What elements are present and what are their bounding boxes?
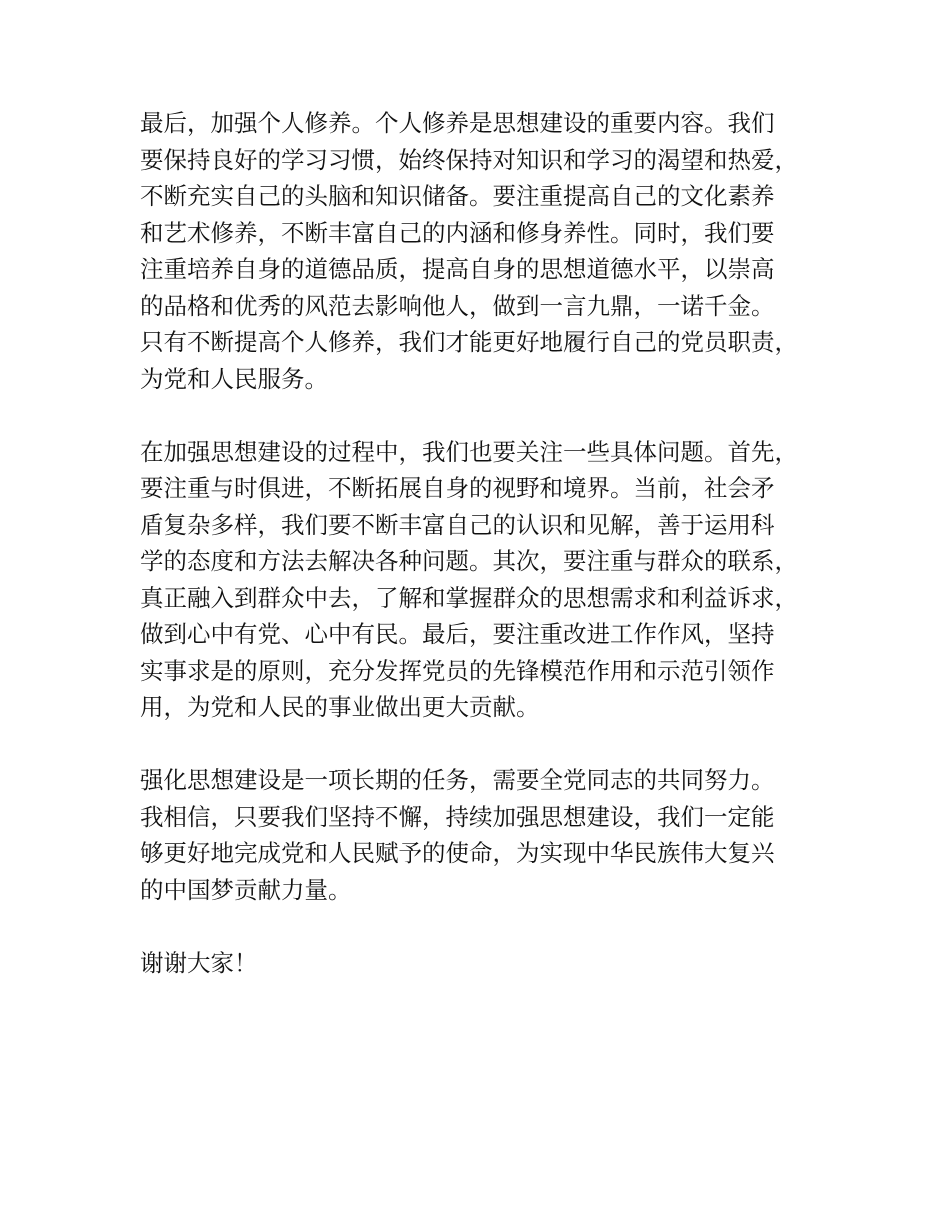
text-line: 的中国梦贡献力量。 [140, 875, 352, 904]
document-page [140, 105, 830, 1018]
paragraph-closing [140, 945, 830, 982]
text-line: 强化思想建设是一项长期的任务，需要全党同志的共同努力。 [140, 766, 775, 794]
text-line: 够更好地完成党和人民赋予的使命，为实现中华民族伟大复兴 [140, 839, 775, 867]
text-line: 注重培养自身的道德品质，提高自身的思想道德水平，以崇高 [140, 255, 775, 283]
text-line: 为党和人民服务。 [140, 364, 328, 393]
text-line: 最后，加强个人修养。个人修养是思想建设的重要内容。我们 [140, 109, 775, 137]
text-line: 用，为党和人民的事业做出更大贡献。 [140, 693, 540, 721]
text-line: 要注重与时俱进，不断拓展自身的视野和境界。当前，社会矛 [140, 474, 775, 502]
text-line: 我相信，只要我们坚持不懈，持续加强思想建设，我们一定能 [140, 802, 775, 831]
text-line: 和艺术修养，不断丰富自己的内涵和修身养性。同时，我们要 [140, 218, 775, 247]
text-line: 盾复杂多样，我们要不断丰富自己的认识和见解，善于运用科 [140, 510, 775, 539]
text-line: 学的态度和方法去解决各种问题。其次，要注重与群众的联系， [140, 547, 798, 575]
text-line: 要保持良好的学习习惯，始终保持对知识和学习的渴望和热爱， [140, 145, 798, 174]
paragraph-specific-issues [140, 434, 830, 726]
text-line: 做到心中有党、心中有民。最后，要注重改进工作作风，坚持 [140, 620, 775, 648]
text-line: 的品格和优秀的风范去影响他人，做到一言九鼎，一诺千金。 [140, 291, 775, 320]
text-line: 只有不断提高个人修养，我们才能更好地履行自己的党员职责， [140, 328, 798, 356]
closing-line: 谢谢大家！ [140, 948, 258, 977]
paragraph-conclusion [140, 762, 830, 908]
text-line: 在加强思想建设的过程中，我们也要关注一些具体问题。首先， [140, 437, 798, 466]
text-line: 实事求是的原则，充分发挥党员的先锋模范作用和示范引领作 [140, 656, 775, 685]
text-line: 不断充实自己的头脑和知识储备。要注重提高自己的文化素养 [140, 182, 775, 210]
paragraph-self-cultivation [140, 105, 830, 397]
text-line: 真正融入到群众中去，了解和掌握群众的思想需求和利益诉求， [140, 583, 798, 612]
